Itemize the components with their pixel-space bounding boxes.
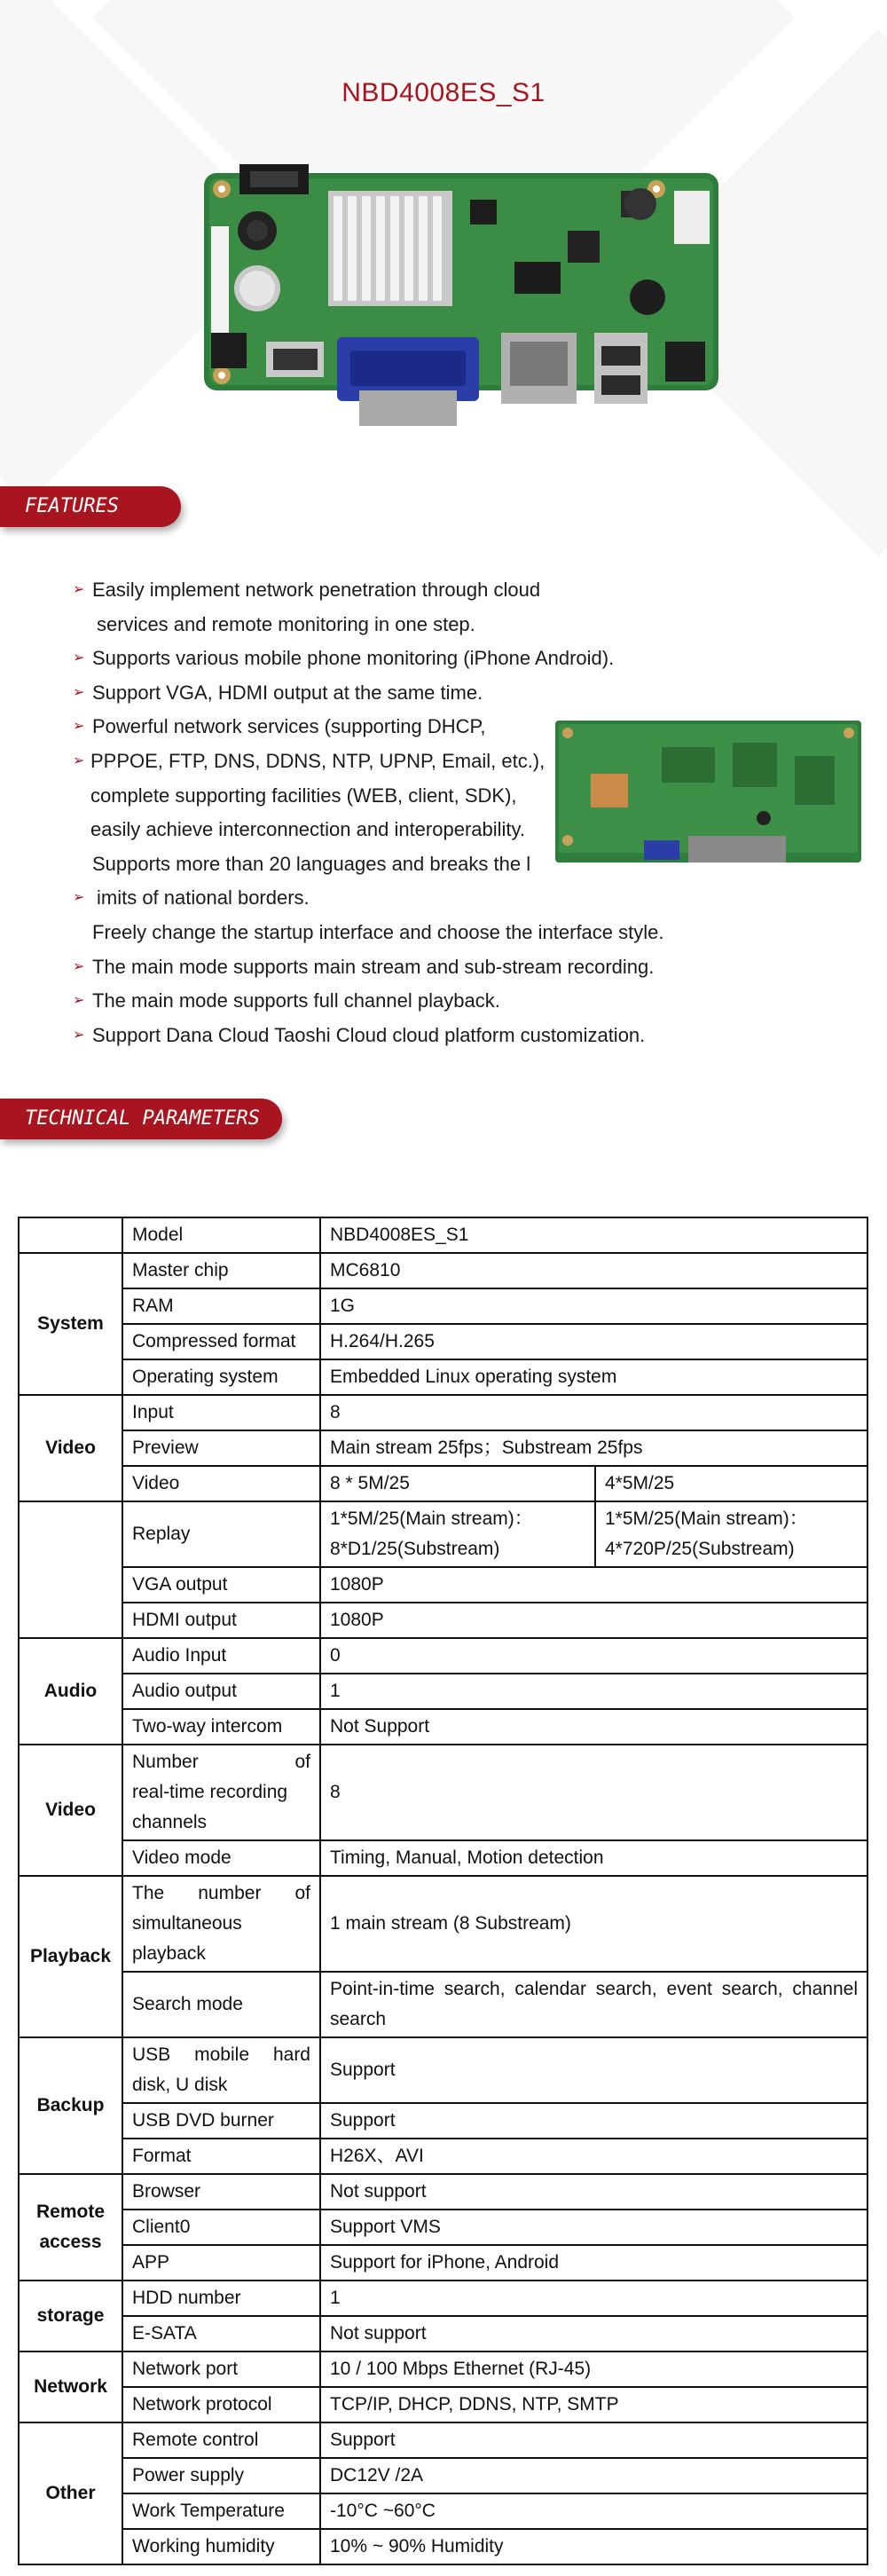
spec-value: DC12V /2A xyxy=(320,2458,867,2493)
table-row xyxy=(19,1840,867,1876)
table-row xyxy=(19,1745,867,1840)
spec-label: Network protocol xyxy=(122,2387,320,2422)
spec-value: Support xyxy=(320,2422,867,2458)
arrow-bullet-icon: ➢ xyxy=(73,1027,85,1043)
spec-value: Not support xyxy=(320,2316,867,2351)
product-title: NBD4008ES_S1 xyxy=(341,78,546,107)
arrow-bullet-icon: ➢ xyxy=(73,650,85,666)
spec-label: Power supply xyxy=(122,2458,320,2493)
spec-label: Network port xyxy=(122,2351,320,2387)
spec-label: Work Temperature xyxy=(122,2493,320,2529)
list-item: ➢ Support Dana Cloud Taoshi Cloud cloud platform customization. xyxy=(73,1019,711,1053)
table-row xyxy=(19,1288,867,1324)
table-row xyxy=(19,2422,867,2458)
spec-label: Number of real-time recording channels xyxy=(122,1745,320,1840)
tech-params-section-label: TECHNICAL PARAMETERS xyxy=(0,1099,282,1139)
table-row xyxy=(19,1972,867,2037)
list-item: ➢ Powerful network services (supporting DHCP, xyxy=(73,710,711,744)
arrow-bullet-icon: ➢ xyxy=(73,684,85,700)
spec-label: HDD number xyxy=(122,2281,320,2316)
features-list xyxy=(73,573,711,1052)
table-row xyxy=(19,2458,867,2493)
table-row xyxy=(19,2529,867,2564)
list-item: ➢ PPPOE, FTP, DNS, DDNS, NTP, UPNP, Email, etc.), xyxy=(73,744,711,779)
spec-value: Not Support xyxy=(320,1709,867,1745)
spec-value: 1*5M/25(Main stream)： 8*D1/25(Substream) xyxy=(320,1501,595,1567)
list-item: Freely change the startup interface and choose the interface style. xyxy=(92,920,664,943)
arrow-bullet-icon: ➢ xyxy=(73,752,85,768)
arrow-bullet-icon: ➢ xyxy=(73,993,85,1009)
spec-value: Support xyxy=(320,2103,867,2139)
list-item: ➢ Supports various mobile phone monitoring (iPhone Android). xyxy=(73,642,711,676)
table-row xyxy=(19,1674,867,1709)
group-header: Remote access xyxy=(19,2174,122,2281)
group-header: Video xyxy=(19,1745,122,1876)
group-header: storage xyxy=(19,2281,122,2351)
group-header: Backup xyxy=(19,2037,122,2174)
spec-label: Browser xyxy=(122,2174,320,2210)
spec-value: 1080P xyxy=(320,1567,867,1603)
spec-value: H.264/H.265 xyxy=(320,1324,867,1359)
spec-table xyxy=(18,1217,868,2565)
spec-label: Two-way intercom xyxy=(122,1709,320,1745)
spec-label: Audio output xyxy=(122,1674,320,1709)
spec-label: Audio Input xyxy=(122,1638,320,1674)
spec-label: Format xyxy=(122,2139,320,2174)
spec-label: APP xyxy=(122,2245,320,2281)
arrow-bullet-icon: ➢ xyxy=(73,890,85,906)
table-row xyxy=(19,1253,867,1288)
spec-value: Not support xyxy=(320,2174,867,2210)
table-row xyxy=(19,1395,867,1430)
spec-value: TCP/IP, DHCP, DDNS, NTP, SMTP xyxy=(320,2387,867,2422)
spec-label: Working humidity xyxy=(122,2529,320,2564)
table-row xyxy=(19,2316,867,2351)
table-row xyxy=(19,1638,867,1674)
list-item: Supports more than 20 languages and breaks the l xyxy=(92,852,531,875)
spec-value: Main stream 25fps；Substream 25fps xyxy=(320,1430,867,1466)
spec-label: E-SATA xyxy=(122,2316,320,2351)
spec-value: 1 xyxy=(320,1674,867,1709)
spec-value: 1080P xyxy=(320,1603,867,1638)
spec-label: Preview xyxy=(122,1430,320,1466)
spec-value: Embedded Linux operating system xyxy=(320,1359,867,1395)
spec-value: 10% ~ 90% Humidity xyxy=(320,2529,867,2564)
spec-value: 1 xyxy=(320,2281,867,2316)
table-row xyxy=(19,2387,867,2422)
spec-value: 8 xyxy=(320,1745,867,1840)
table-row xyxy=(19,2493,867,2529)
spec-label: Model xyxy=(122,1217,320,1253)
spec-value: 10 / 100 Mbps Ethernet (RJ-45) xyxy=(320,2351,867,2387)
spec-label: Client0 xyxy=(122,2210,320,2245)
table-row xyxy=(19,2139,867,2174)
list-item: ➢ Support VGA, HDMI output at the same time. xyxy=(73,676,711,711)
table-row xyxy=(19,2037,867,2103)
spec-label: Input xyxy=(122,1395,320,1430)
table-row xyxy=(19,1709,867,1745)
table-row xyxy=(19,1359,867,1395)
group-header: Other xyxy=(19,2422,122,2564)
group-header: Audio xyxy=(19,1638,122,1745)
table-row xyxy=(19,1466,867,1501)
arrow-bullet-icon: ➢ xyxy=(73,582,85,597)
table-row xyxy=(19,1567,867,1603)
table-row xyxy=(19,1501,867,1567)
spec-value: -10°C ~60°C xyxy=(320,2493,867,2529)
table-row xyxy=(19,1217,867,1253)
spec-label: The number of simultaneous playback xyxy=(122,1876,320,1972)
table-row xyxy=(19,1324,867,1359)
product-board-image xyxy=(204,164,718,426)
spec-value: 4*5M/25 xyxy=(595,1466,867,1501)
list-item: ➢ The main mode supports full channel playback. xyxy=(73,984,711,1019)
list-item: ➢ The main mode supports main stream and sub-stream recording. xyxy=(73,950,711,985)
features-section-label: FEATURES xyxy=(0,486,181,527)
spec-label: USB mobile hard disk, U disk xyxy=(122,2037,320,2103)
table-row xyxy=(19,2245,867,2281)
spec-label: RAM xyxy=(122,1288,320,1324)
list-item: easily achieve interconnection and interoperability. xyxy=(90,818,525,841)
spec-label: USB DVD burner xyxy=(122,2103,320,2139)
table-row xyxy=(19,1876,867,1972)
spec-label: Master chip xyxy=(122,1253,320,1288)
table-row xyxy=(19,2174,867,2210)
spec-value: 8 * 5M/25 xyxy=(320,1466,595,1501)
spec-label: Video mode xyxy=(122,1840,320,1876)
spec-value: Support xyxy=(320,2037,867,2103)
table-row xyxy=(19,2103,867,2139)
spec-label: Search mode xyxy=(122,1972,320,2037)
spec-value: Point-in-time search, calendar search, event search, channel search xyxy=(320,1972,867,2037)
group-header: System xyxy=(19,1253,122,1395)
spec-value: H26X、AVI xyxy=(320,2139,867,2174)
table-row xyxy=(19,2351,867,2387)
group-header: Video xyxy=(19,1395,122,1501)
table-row xyxy=(19,1603,867,1638)
list-item: ➢ imits of national borders. xyxy=(73,881,711,916)
table-row xyxy=(19,2210,867,2245)
spec-label: Compressed format xyxy=(122,1324,320,1359)
spec-value: 0 xyxy=(320,1638,867,1674)
table-row xyxy=(19,1430,867,1466)
spec-label: Video xyxy=(122,1466,320,1501)
table-row xyxy=(19,2281,867,2316)
group-header: Network xyxy=(19,2351,122,2422)
spec-value: NBD4008ES_S1 xyxy=(320,1217,867,1253)
spec-value: 1 main stream (8 Substream) xyxy=(320,1876,867,1972)
spec-label: Replay xyxy=(122,1501,320,1567)
spec-value: 8 xyxy=(320,1395,867,1430)
spec-value: Timing, Manual, Motion detection xyxy=(320,1840,867,1876)
spec-value: Support for iPhone, Android xyxy=(320,2245,867,2281)
list-item: complete supporting facilities (WEB, client, SDK), xyxy=(90,784,517,807)
group-header: Playback xyxy=(19,1876,122,2037)
spec-value: 1G xyxy=(320,1288,867,1324)
spec-label: Operating system xyxy=(122,1359,320,1395)
spec-label: HDMI output xyxy=(122,1603,320,1638)
list-item: services and remote monitoring in one step. xyxy=(97,612,475,635)
spec-value: 1*5M/25(Main stream)： 4*720P/25(Substream) xyxy=(595,1501,867,1567)
spec-label: VGA output xyxy=(122,1567,320,1603)
spec-value: Support VMS xyxy=(320,2210,867,2245)
arrow-bullet-icon: ➢ xyxy=(73,958,85,974)
list-item: ➢ Easily implement network penetration through cloud xyxy=(73,573,711,608)
spec-value: MC6810 xyxy=(320,1253,867,1288)
arrow-bullet-icon: ➢ xyxy=(73,719,85,735)
spec-label: Remote control xyxy=(122,2422,320,2458)
